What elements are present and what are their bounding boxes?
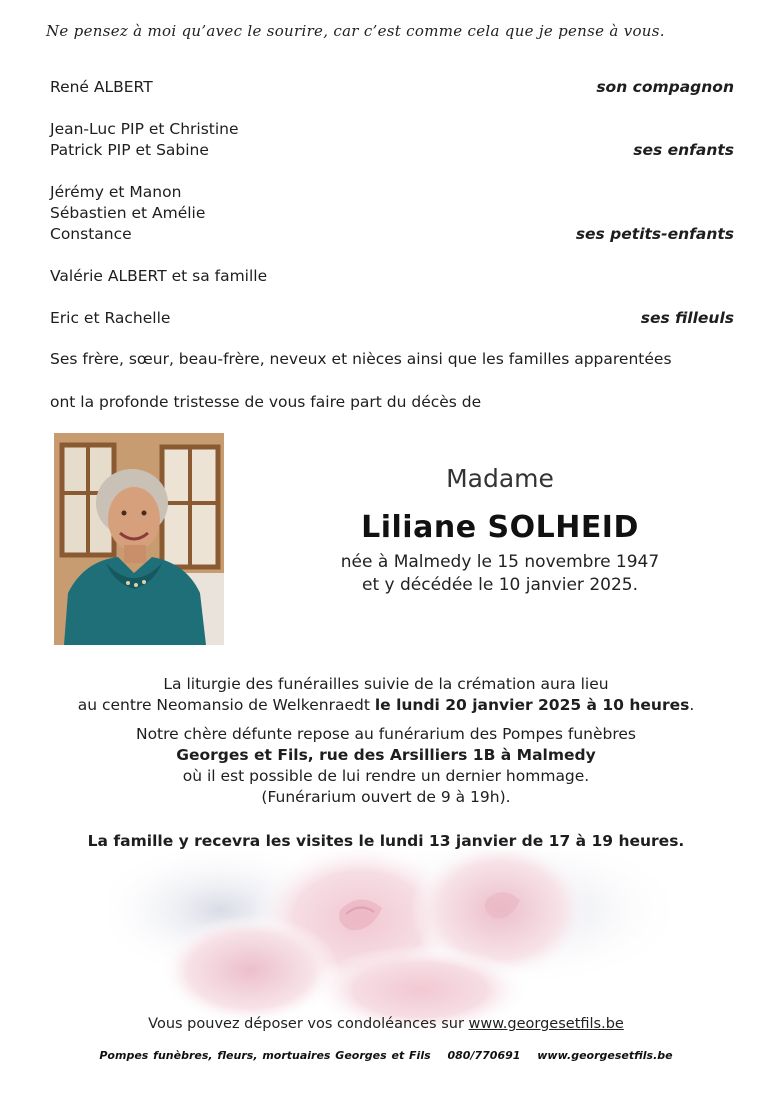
- repose-line4: (Funérarium ouvert de 9 à 19h).: [261, 788, 511, 806]
- family-entry-companion: [50, 77, 734, 98]
- family-entry-sister: [50, 266, 734, 287]
- announce-line: ont la profonde tristesse de vous faire part du décès de: [50, 393, 482, 411]
- family-name: Valérie ALBERT et sa famille: [50, 267, 268, 285]
- birth-info: née à Malmedy le 15 novembre 1947: [340, 552, 660, 572]
- footer-website: www.georgesetfils.be: [537, 1049, 673, 1062]
- family-name: Constance: [50, 225, 132, 243]
- family-role: son compagnon: [596, 78, 734, 96]
- repose-line1: Notre chère défunte repose au funérarium des Pompes funèbres: [135, 725, 637, 743]
- repose-info: [40, 724, 732, 808]
- footer-phone: 080/770691: [447, 1049, 521, 1062]
- family-name: Jean-Luc PIP et Christine: [50, 120, 239, 138]
- family-role: ses enfants: [633, 141, 734, 159]
- condolences-line: [40, 1016, 732, 1032]
- family-name: Jérémy et Manon: [50, 183, 182, 201]
- deceased-title: Madame: [446, 464, 554, 493]
- deceased-name: Liliane SOLHEID: [361, 510, 639, 545]
- footer: [40, 1049, 732, 1062]
- visits-info: La famille y recevra les visites le lundi 13 janvier de 17 à 19 heures.: [87, 832, 685, 850]
- portrait-photo: [54, 433, 224, 645]
- funeral-info: [40, 674, 732, 716]
- family-role: ses petits-enfants: [575, 225, 734, 243]
- family-name: Sébastien et Amélie: [50, 204, 206, 222]
- relatives-line: Ses frère, sœur, beau-frère, neveux et nièces ainsi que les familles apparentées: [50, 350, 672, 368]
- family-entry-godchildren: [50, 308, 734, 329]
- repose-line2: Georges et Fils, rue des Arsilliers 1B à Malmedy: [176, 746, 596, 764]
- funeral-line1: La liturgie des funérailles suivie de la crémation aura lieu: [163, 675, 609, 693]
- footer-company: Pompes funèbres, fleurs, mortuaires Georges et Fils: [99, 1049, 431, 1062]
- family-name: Patrick PIP et Sabine: [50, 141, 209, 159]
- family-entry-grandchildren: [50, 182, 734, 245]
- quote: Ne pensez à moi qu’avec le sourire, car c’est comme cela que je pense à vous.: [46, 22, 665, 40]
- family-entry-children: [50, 119, 734, 161]
- condolences-link[interactable]: www.georgesetfils.be: [468, 1016, 624, 1032]
- condolences-text: Vous pouvez déposer vos condoléances sur: [148, 1016, 469, 1032]
- family-name: Eric et Rachelle: [50, 309, 171, 327]
- family-name: René ALBERT: [50, 78, 153, 96]
- roses-image: [110, 850, 670, 1030]
- family-role: ses filleuls: [640, 309, 734, 327]
- death-info: et y décédée le 10 janvier 2025.: [361, 575, 638, 595]
- repose-line3: où il est possible de lui rendre un dernier hommage.: [182, 767, 590, 785]
- funeral-line2: au centre Neomansio de Welkenraedt le lundi 20 janvier 2025 à 10 heures.: [77, 696, 695, 714]
